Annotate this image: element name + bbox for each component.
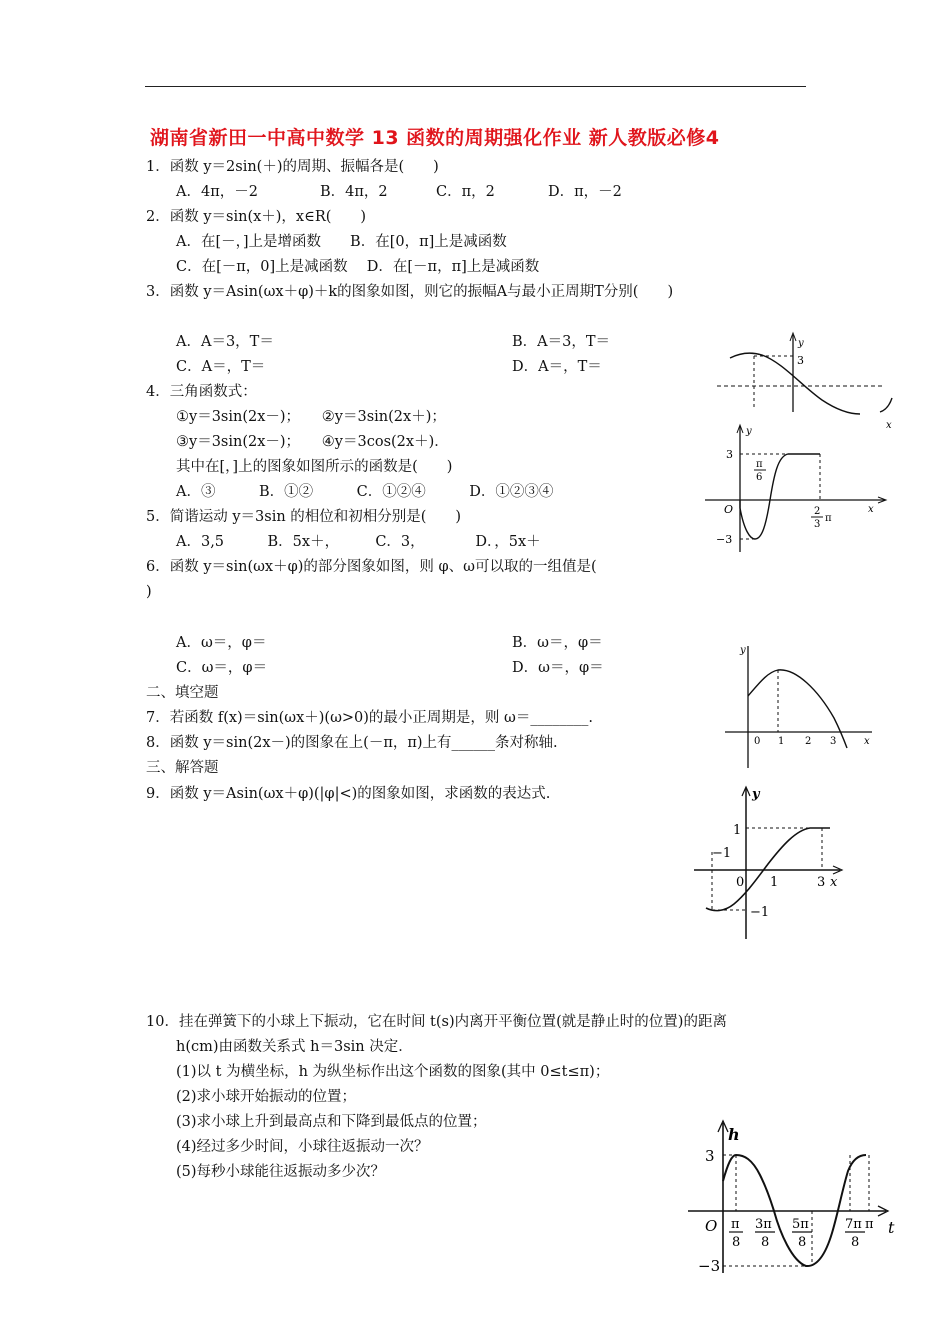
- q6-y-label: y: [740, 645, 746, 656]
- q10-stem: 10．挂在弹簧下的小球上下振动，它在时间 t(s)内离开平衡位置(就是静止时的位置)的距离: [146, 1014, 727, 1030]
- q1-option-d: D．π，－2: [548, 184, 622, 200]
- q6-stem: 6．函数 y＝sin(ωx＋φ)的部分图象如图，则 φ、ω可以取的一组值是(: [146, 559, 597, 575]
- q10-t3-numerator: 5π: [792, 1217, 809, 1232]
- q10-t-label: t: [888, 1218, 895, 1237]
- section-fill-in: 二、填空题: [146, 685, 219, 701]
- q3-option-c: C．A＝，T＝: [176, 359, 266, 375]
- q4-x2-denominator: 3: [814, 519, 821, 530]
- q9-x1: 1: [770, 875, 779, 890]
- q3-y-tick: 3: [797, 354, 804, 367]
- q9-x-label: x: [830, 875, 838, 890]
- q6-tick-3: 3: [830, 736, 837, 747]
- q1-option-b: B．4π，2: [320, 184, 388, 200]
- q4-curve: [740, 454, 820, 539]
- q4-line-2: ③y＝3sin(2x－)； ④y＝3cos(2x＋)．: [176, 434, 449, 450]
- q10-origin: O: [705, 1217, 718, 1235]
- q9-origin: 0: [736, 875, 745, 890]
- q6-x-label: x: [864, 736, 870, 747]
- q6-option-d: D．ω＝，φ＝: [512, 660, 604, 676]
- q3-option-a: A．A＝3，T＝: [176, 334, 274, 350]
- q4-x2-numerator: 2: [814, 506, 821, 517]
- q9-x3: 3: [817, 875, 826, 890]
- q10-part-3: (3)求小球上升到最高点和下降到最低点的位置；: [176, 1114, 487, 1130]
- q6-option-a: A．ω＝，φ＝: [176, 635, 267, 651]
- q4-figure: [700, 420, 890, 560]
- q10-t5: π: [865, 1217, 874, 1232]
- q3-y-label: y: [798, 338, 804, 349]
- q3-stem: 3．函数 y＝Asin(ωx＋φ)＋k的图象如图，则它的振幅A与最小正周期T分别( ): [146, 284, 674, 300]
- q10-part-2: (2)求小球开始振动的位置；: [176, 1089, 357, 1105]
- q10-stem-2: h(cm)由函数关系式 h＝3sin 决定．: [176, 1039, 413, 1055]
- q6-tick-0: 0: [754, 736, 761, 747]
- q9-y-label: y: [752, 787, 760, 802]
- q10-t1-numerator: π: [731, 1217, 740, 1232]
- q7-text: 7．若函数 f(x)＝sin(ωx＋)(ω>0)的最小正周期是，则 ω＝________.: [146, 710, 593, 726]
- q4-x1-numerator: π: [756, 459, 763, 470]
- q1-stem: 1．函数 y＝2sin(＋)的周期、振幅各是( ): [146, 159, 439, 175]
- q1-option-c: C．π，2: [436, 184, 495, 200]
- q3-x-label: x: [886, 420, 892, 430]
- q4-y-top: 3: [726, 448, 733, 461]
- q4-y-label: y: [746, 426, 752, 437]
- q10-t2-numerator: 3π: [755, 1217, 772, 1232]
- q2-stem: 2．函数 y＝sin(x＋)，x∈R( ): [146, 209, 367, 225]
- q3-option-b: B．A＝3，T＝: [512, 334, 611, 350]
- q2-options-cd: C．在[－π，0]上是减函数 D．在[－π，π]上是减函数: [176, 259, 540, 275]
- q4-line-3: 其中在[，]上的图象如图所示的函数是( ): [176, 459, 453, 475]
- q6-tick-2: 2: [805, 736, 812, 747]
- q6-option-c: C．ω＝，φ＝: [176, 660, 268, 676]
- q4-x2-pi: π: [825, 513, 832, 524]
- q8-text: 8．函数 y＝sin(2x－)的图象在上(－π，π)上有______条对称轴.: [146, 735, 558, 751]
- q10-figure: [688, 1115, 908, 1285]
- q3-option-d: D．A＝，T＝: [512, 359, 602, 375]
- q4-options: A．③ B．①② C．①②④ D．①②③④: [176, 484, 554, 500]
- q5-stem: 5．简谐运动 y＝3sin 的相位和初相分别是( ): [146, 509, 462, 525]
- q10-t3-denominator: 8: [798, 1235, 807, 1250]
- q10-t4-numerator: 7π: [845, 1217, 862, 1232]
- q6-option-b: B．ω＝，φ＝: [512, 635, 603, 651]
- q10-part-4: (4)经过多少时间，小球往返振动一次？: [176, 1139, 429, 1155]
- q6-stem-end: ): [146, 584, 152, 600]
- q10-h-bottom: −3: [698, 1257, 721, 1275]
- q4-stem: 4．三角函数式：: [146, 384, 257, 400]
- q9-y-bottom: −1: [750, 905, 770, 920]
- q2-options-ab: A．在[－，]上是增函数 B．在[0，π]上是减函数: [176, 234, 507, 250]
- q10-part-5: (5)每秒小球能往返振动多少次？: [176, 1164, 386, 1180]
- q1-option-a: A．4π，－2: [176, 184, 258, 200]
- header-rule: [145, 86, 806, 87]
- q9-x-neg: −1: [712, 846, 732, 861]
- q3-figure: [712, 330, 902, 430]
- q9-text: 9．函数 y＝Asin(ωx＋φ)(|φ|<)的图象如图，求函数的表达式.: [146, 786, 551, 802]
- q10-t1-denominator: 8: [732, 1235, 741, 1250]
- q10-t2-denominator: 8: [761, 1235, 770, 1250]
- q5-options: A．3,5 B．5x＋， C．3， D．，5x＋: [176, 534, 541, 550]
- q4-x1-denominator: 6: [756, 472, 763, 483]
- q9-figure: [690, 784, 850, 944]
- q10-h-label: h: [728, 1125, 740, 1144]
- q3-curve: [730, 353, 860, 414]
- q10-part-1: (1)以 t 为横坐标，h 为纵坐标作出这个函数的图象(其中 0≤t≤π)；: [176, 1064, 610, 1080]
- q9-y-top: 1: [733, 823, 742, 838]
- section-solve: 三、解答题: [146, 760, 219, 776]
- q4-y-bottom: −3: [716, 533, 733, 546]
- q10-t4-denominator: 8: [851, 1235, 860, 1250]
- q4-origin: O: [724, 503, 734, 516]
- q4-x-label: x: [868, 504, 874, 515]
- q4-line-1: ①y＝3sin(2x－)； ②y＝3sin(2x＋)；: [176, 409, 446, 425]
- q3-curve-tail: [880, 398, 892, 412]
- q6-figure: [722, 640, 882, 770]
- page-title: 湖南省新田一中高中数学 13 函数的周期强化作业 新人教版必修4: [150, 127, 720, 149]
- q6-tick-1: 1: [778, 736, 785, 747]
- q10-h-top: 3: [705, 1147, 715, 1165]
